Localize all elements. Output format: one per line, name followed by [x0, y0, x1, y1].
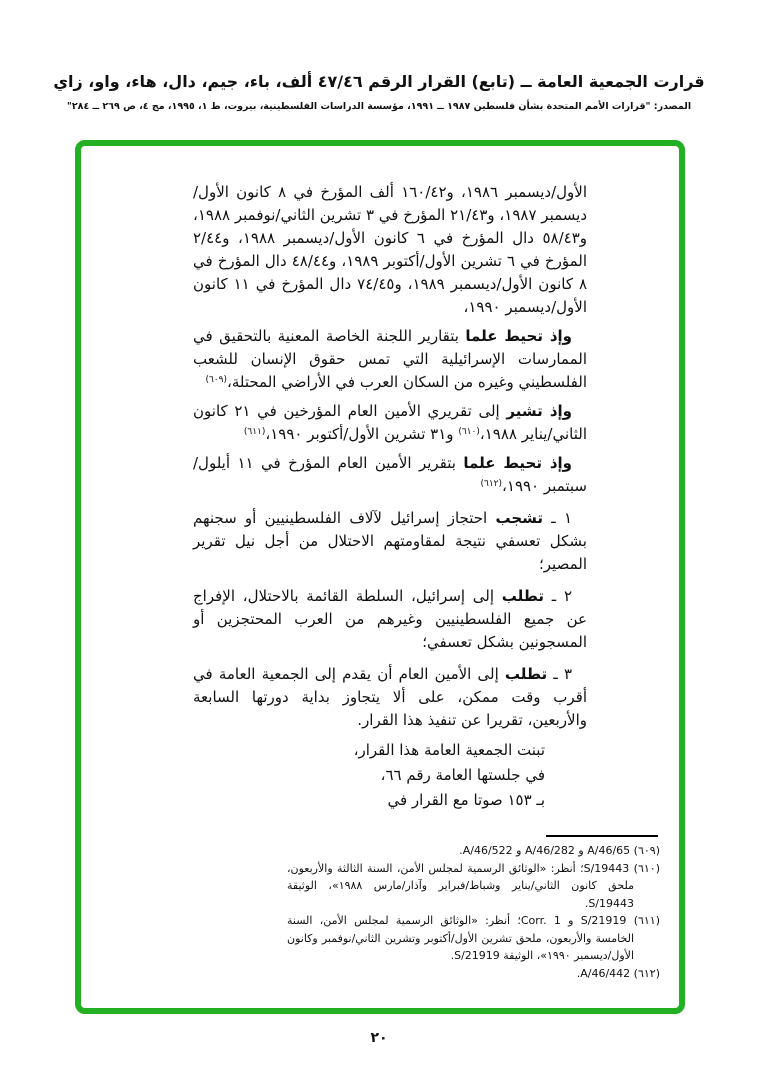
paragraph-text: إلى تقريري الأمين العام المؤرخين في ٢١ كانون الثاني/يناير ١٩٨٨، [193, 402, 587, 443]
footnote-text: A/46/65 و A/46/282 و A/46/522. [459, 844, 634, 857]
lead-phrase: وإذ تشير [506, 402, 572, 420]
footnote-ref-609: (٦٠٩) [205, 375, 227, 385]
footnote-610 [287, 860, 660, 913]
paragraph-number: ٢ ـ [544, 587, 572, 605]
footnote-text: S/19443؛ أنظر: «الوثائق الرسمية لمجلس الأمن، السنة الثالثة والأربعون، ملحق كانون الثاني/يناير وشباط/فبراير وآذار/مارس ١٩٨٨»، الوثيقة S/19443. [287, 861, 634, 910]
adoption-line: تبنت الجمعية العامة هذا القرار، [353, 741, 545, 759]
footnote-ref-612: (٦١٢) [480, 479, 503, 489]
footnote-ref-610: (٦١٠) [458, 427, 480, 437]
footnote-text: A/46/442. [576, 966, 634, 980]
paragraph-text: و٣١ تشرين الأول/أكتوبر ١٩٩٠، [265, 425, 459, 443]
footnotes-section [287, 842, 660, 982]
operative-paragraph-2 [193, 585, 587, 654]
page-number: ٢٠ [370, 1030, 388, 1046]
paragraph-number: ٣ ـ [547, 665, 572, 683]
footnote-609 [287, 842, 660, 860]
resolution-body [193, 181, 587, 813]
lead-phrase: تطلب [504, 665, 548, 683]
footnote-ref-611: (٦١١) [243, 427, 266, 437]
footnote-number: (٦١١) [633, 914, 661, 927]
paragraph-text: إلى إسرائيل، السلطة القائمة بالاحتلال، الإفراج عن جميع الفلسطينيين وغيرهم من العرب المحتجزين أو المسجونين بشكل تعسفي؛ [193, 587, 587, 651]
lead-phrase: تشجب [495, 509, 544, 527]
page-title: قرارت الجمعية العامة ــ (تابع) القرار الرقم ٤٧/٤٦ ألف، باء، جيم، دال، هاء، واو، زاي [53, 72, 705, 91]
adoption-line: في جلستها العامة رقم ٦٦، [380, 766, 545, 784]
footnote-611 [287, 912, 660, 965]
paragraph-taking-note-sg-report [193, 452, 587, 498]
adoption-line: بـ ١٥٣ صوتا مع القرار في [387, 791, 545, 809]
adoption-note [193, 738, 587, 813]
lead-phrase: وإذ تحيط علما [463, 454, 573, 472]
footnote-612 [287, 965, 660, 983]
operative-paragraph-3 [193, 663, 587, 732]
paragraph-text: إلى الأمين العام أن يقدم إلى الجمعية العامة في أقرب وقت ممكن، على ألا يتجاوز بداية دورتها السابعة والأربعين، تقريرا عن تنفيذ هذا القرار. [193, 665, 587, 729]
paragraph-number: ١ ـ [543, 509, 573, 527]
paragraph-text: الأول/ديسمبر ١٩٨٦، و١٦٠/٤٢ ألف المؤرخ في ٨ كانون الأول/ديسمبر ١٩٨٧، و٢١/٤٣ المؤرخ في ٣ تشرين الثاني/نوفمبر ١٩٨٨، و٥٨/٤٣ دال المؤرخ في ٦ كانون الأول/ديسمبر ١٩٨٨، و٢/٤٤ المؤرخ في ٦ تشرين الأول/أكتوبر ١٩٨٩، و٤٨/٤٤ دال المؤرخ في ٨ كانون الأول/ديسمبر ١٩٨٩، و٧٤/٤٥ دال المؤرخ في ١١ كانون الأول/ديسمبر ١٩٩٠، [193, 183, 588, 316]
lead-phrase: وإذ تحيط علما [465, 327, 572, 345]
paragraph-taking-note-reports [193, 325, 587, 394]
footnote-separator [546, 835, 658, 837]
footnote-number: (٦١٢) [633, 966, 660, 980]
paragraph-text: بتقارير اللجنة الخاصة المعنية بالتحقيق في الممارسات الإسرائيلية التي تمس حقوق الإنسان للشعب الفلسطيني وغيره من السكان العرب في الأراضي المحتلة، [193, 327, 587, 391]
footnote-text: S/21919 و Corr. 1؛ أنظر: «الوثائق الرسمية لمجلس الأمن، السنة الخامسة والأربعون، ملحق تشرين الأول/أكتوبر وتشرين الثاني/نوفمبر وكانون الأول/ديسمبر ١٩٩٠»، الوثيقة S/21919. [287, 914, 634, 962]
paragraph-preamble-continuation [193, 181, 587, 319]
source-line: المصدر: "قرارات الأمم المتحدة بشأن فلسطين ١٩٨٧ ــ ١٩٩١، مؤسسة الدراسات الفلسطينية، بيروت، ط ١، ١٩٩٥، مج ٤، ص ٢٦٩ ــ ٢٨٤" [66, 101, 692, 112]
paragraph-text: احتجاز إسرائيل لآلاف الفلسطينيين أو سجنهم بشكل تعسفي نتيجة لمقاومتهم الاحتلال من أجل نيل تقرير المصير؛ [193, 509, 587, 573]
footnote-number: (٦٠٩) [633, 844, 660, 857]
paragraph-text: بتقرير الأمين العام المؤرخ في ١١ أيلول/سبتمبر ١٩٩٠، [193, 454, 587, 495]
footnote-number: (٦١٠) [633, 861, 660, 875]
paragraph-recalling-sg-reports [193, 400, 587, 446]
lead-phrase: تطلب [501, 587, 545, 605]
operative-paragraph-1 [193, 507, 587, 576]
